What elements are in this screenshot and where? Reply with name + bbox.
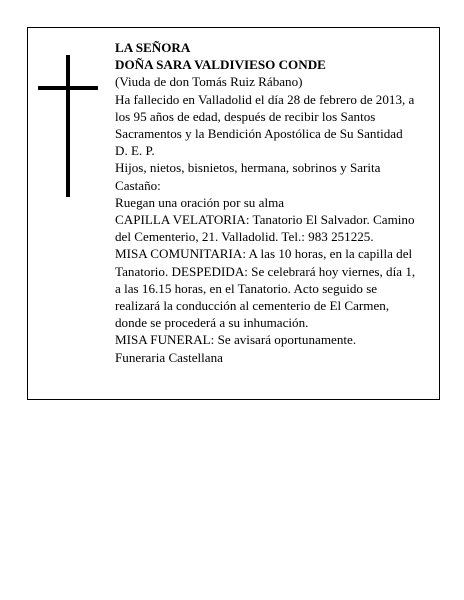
cross-vertical-bar <box>66 55 70 197</box>
family-line: Hijos, nietos, bisnietos, hermana, sobrinos y Sarita Castaño: <box>115 160 381 193</box>
rip-line: D. E. P. <box>115 143 155 159</box>
cross-horizontal-bar <box>38 86 98 90</box>
prayer-request: Ruegan una oración por su alma <box>115 194 285 210</box>
widow-line: (Viuda de don Tomás Ruiz Rábano) <box>115 74 303 90</box>
death-paragraph: Ha fallecido en Valladolid el día 28 de febrero de 2013, a los 95 años de edad, después de recibir los Santos Sacramentos y la Bendición Apostólica de Su Santidad <box>115 91 415 142</box>
obituary-notice <box>27 27 440 400</box>
funeral-mass-info: MISA FUNERAL: Se avisará oportunamente. <box>115 332 357 348</box>
obituary-text <box>115 39 423 366</box>
notice-heading-title: LA SEÑORA <box>115 40 191 55</box>
mass-and-farewell-info: MISA COMUNITARIA: A las 10 horas, en la capilla del Tanatorio. DESPEDIDA: Se celebrará hoy viernes, día 1, a las 16.15 horas, en el Tanatorio. Acto seguido se realizará la conducción al cementerio de El Carmen, donde se procederá a su inhumación. <box>115 246 416 331</box>
chapel-info: CAPILLA VELATORIA: Tanatorio El Salvador. Camino del Cementerio, 21. Valladolid. Tel.: 983 251225. <box>115 212 415 245</box>
funeral-home: Funeraria Castellana <box>115 349 223 365</box>
deceased-name: DOÑA SARA VALDIVIESO CONDE <box>115 57 326 73</box>
